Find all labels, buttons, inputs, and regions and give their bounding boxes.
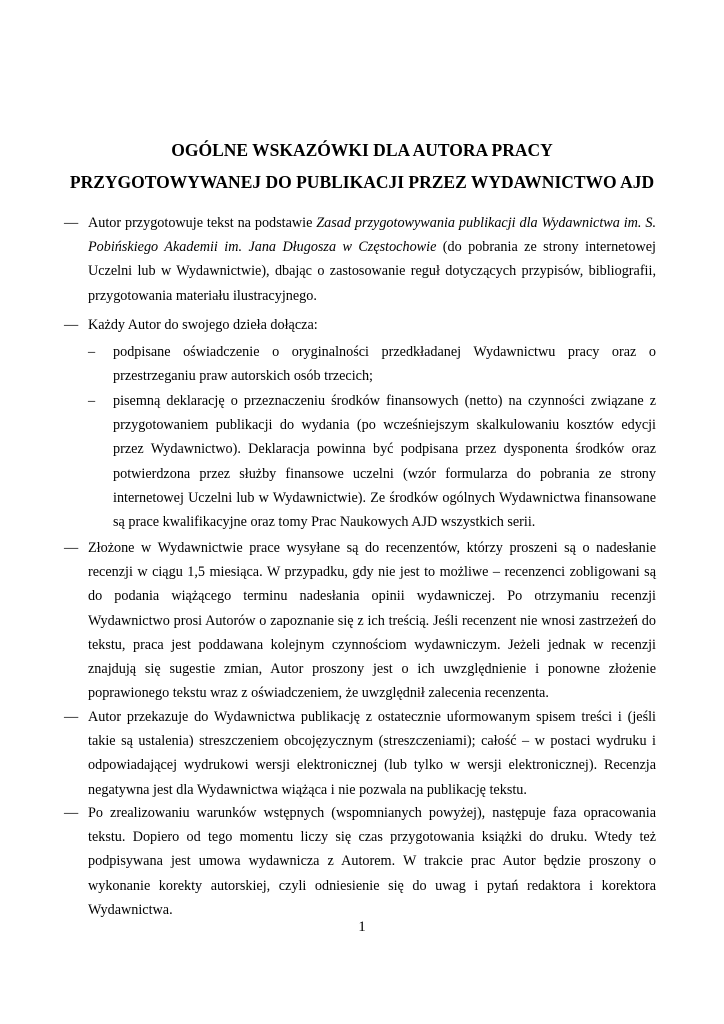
document-title-continued <box>0 171 724 193</box>
guideline-item-attachments <box>64 313 656 337</box>
en-dash-bullet: – <box>88 393 96 409</box>
guideline-item-editing <box>64 801 656 922</box>
sub-item-financial-declaration <box>88 389 656 534</box>
title-line-1: OGÓLNE WSKAZÓWKI DLA AUTORA PRACY <box>171 140 553 160</box>
sub-item-declaration <box>88 340 656 388</box>
guideline-item-submission <box>64 705 656 802</box>
guideline-item-preparation <box>64 211 656 308</box>
sub-item-text: podpisane oświadczenie o oryginalności przedkładanej Wydawnictwu pracy oraz o przestrzeganiu praw autorskich osób trzecich; <box>113 344 656 385</box>
guideline-text: Autor przekazuje do Wydawnictwa publikację z ostatecznie uformowanym spisem treści i (jeśli takie są ustalenia) streszczeniem obcojęzycznym (streszczeniami); całość – w postaci wydruku i odpowiadającej wydrukowi wersji elektronicznej (lub tylko w wersji elektronicznej). Recenzja negatywna jest dla Wydawnictwa wiążąca i nie pozwala na publikację tekstu. <box>88 709 656 798</box>
guidelines-title: Zasad przygotowywania publikacji dla Wydawnictwa im. S. Pobińskiego Akademii im. Jana Długosza w Częstochowie <box>88 215 656 256</box>
title-line-2: PRZYGOTOWYWANEJ DO PUBLIKACJI PRZEZ WYDAWNICTWO AJD <box>69 172 655 192</box>
guideline-item-reviews <box>64 536 656 705</box>
page-number: 1 <box>358 919 366 935</box>
sub-item-text: pisemną deklarację o przeznaczeniu środków finansowych (netto) na czynności związane z przygotowaniem publikacji do wydania (po wcześniejszym skalkulowaniu kosztów edycji przez Wydawnictwo). Deklaracja powinna być podpisana przez dysponenta środków oraz potwierdzona przez służby finansowe uczelni (wzór formularza do pobrania ze strony internetowej Uczelni lub w Wydawnictwie). Ze środków ogólnych Wydawnictwa finansowane są prace kwalifikacyjne oraz tomy Prac Naukowych AJD wszystkich serii. <box>113 393 656 531</box>
guideline-text: Złożone w Wydawnictwie prace wysyłane są do recenzentów, którzy proszeni są o nadesłanie recenzji w ciągu 1,5 miesiąca. W przypadku, gdy nie jest to możliwe – recenzenci zobligowani są do podania wiążącego terminu nadesłania opinii wydawniczej. Po otrzymaniu recenzji Wydawnictwo prosi Autorów o zapoznanie się z ich treścią. Jeśli recenzent nie wnosi zastrzeżeń do tekstu, praca jest poddawana kolejnym czynnościom wydawniczym. Jeżeli jednak w recenzji znajdują się sugestie zmian, Autor proszony jest o ich uwzględnienie i ponowne złożenie poprawionego tekstu wraz z oświadczeniem, że uwzględnił zalecenia recenzenta. <box>88 540 656 702</box>
em-dash-bullet: — <box>64 540 79 556</box>
guideline-text: Autor przygotowuje tekst na podstawie Zasad przygotowywania publikacji dla Wydawnictwa im. S. Pobińskiego Akademii im. Jana Długosza w Częstochowie (do pobrania ze strony internetowej Uczelni lub w Wydawnictwie), dbając o zastosowanie reguł dotyczących przypisów, bibliografii, przygotowania materiału ilustracyjnego. <box>88 215 656 304</box>
em-dash-bullet: — <box>64 805 79 821</box>
en-dash-bullet: – <box>88 344 96 360</box>
document-title <box>0 139 724 161</box>
guideline-text: Po zrealizowaniu warunków wstępnych (wspomnianych powyżej), następuje faza opracowania tekstu. Dopiero od tego momentu liczy się czas przygotowania książki do druku. Wtedy też podpisywana jest umowa wydawnicza z Autorem. W trakcie prac Autor będzie proszony o wykonanie korekty autorskiej, czyli odniesienie się do uwag i pytań redaktora i korektora Wydawnictwa. <box>88 805 656 918</box>
em-dash-bullet: — <box>64 709 79 725</box>
em-dash-bullet: — <box>64 317 79 333</box>
em-dash-bullet: — <box>64 215 79 231</box>
guideline-text: Każdy Autor do swojego dzieła dołącza: <box>88 317 318 333</box>
